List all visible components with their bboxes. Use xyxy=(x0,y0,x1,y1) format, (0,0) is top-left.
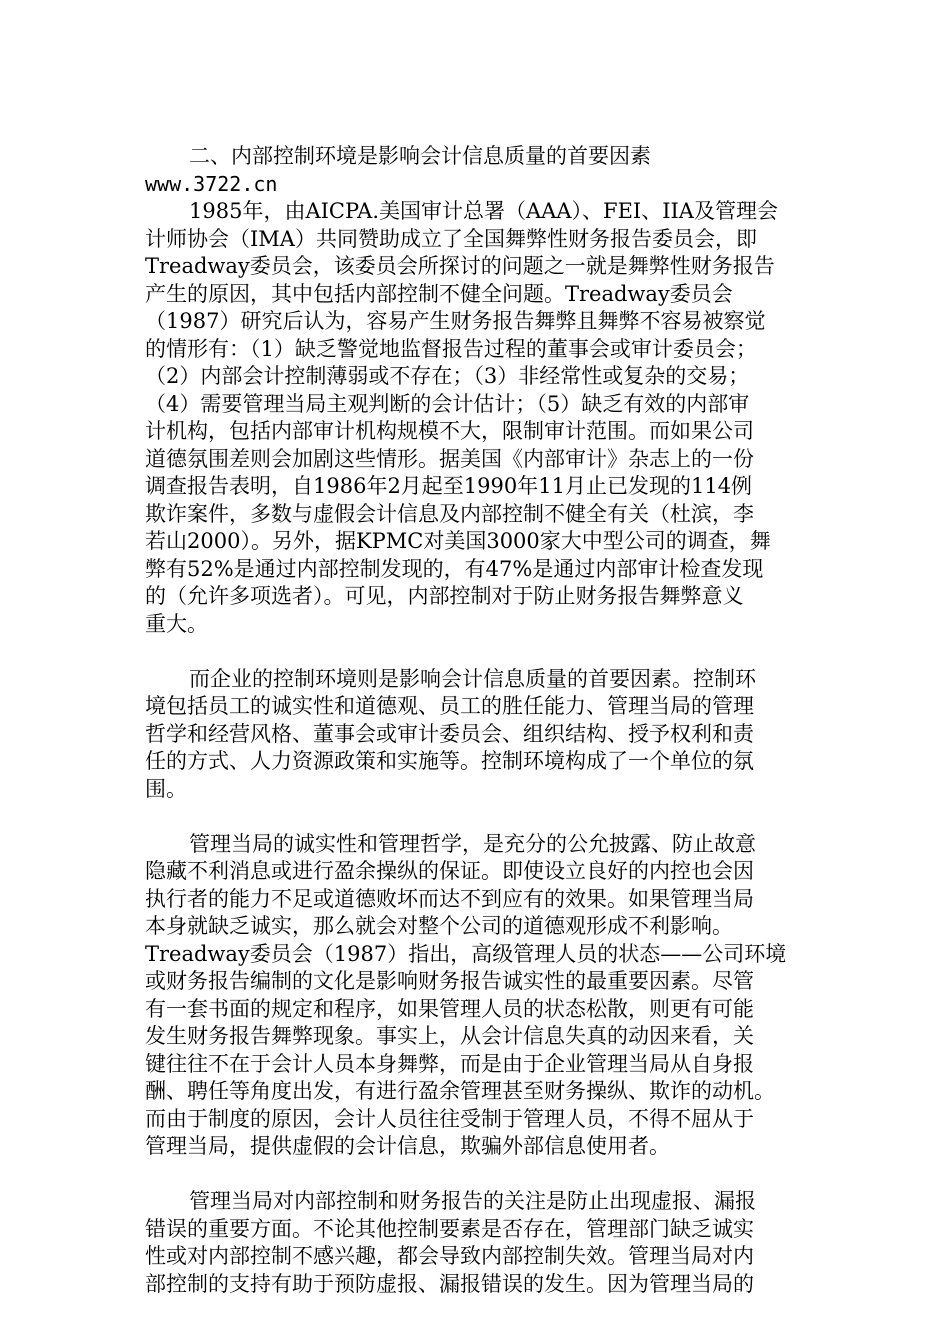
paragraph-line: 性或对内部控制不感兴趣，都会导致内部控制失效。管理当局对内 xyxy=(145,1244,754,1268)
paragraph-line: 产生的原因，其中包括内部控制不健全问题。Treadway委员会 xyxy=(145,281,733,306)
document-page xyxy=(145,143,815,1298)
paragraph-line: 而企业的控制环境则是影响会计信息质量的首要因素。控制环 xyxy=(189,666,756,691)
paragraph-line: （4）需要管理当局主观判断的会计估计；（5）缺乏有效的内部审 xyxy=(145,391,750,416)
paragraph-line: 发生财务报告舞弊现象。事实上，从会计信息失真的动因来看，关 xyxy=(145,1024,754,1048)
paragraph-line: 围。 xyxy=(145,776,187,801)
paragraph-1 xyxy=(145,198,815,638)
paragraph-line: 部控制的支持有助于预防虚报、漏报错误的发生。因为管理当局的 xyxy=(145,1271,754,1296)
paragraph-line: 若山2000）。另外，据KPMC对美国3000家大中型公司的调查，舞 xyxy=(145,529,771,553)
paragraph-line: 欺诈案件，多数与虚假会计信息及内部控制不健全有关（杜滨，李 xyxy=(145,501,754,526)
paragraph-2 xyxy=(145,666,815,804)
paragraph-line: 计机构，包括内部审计机构规模不大，限制审计范围。而如果公司 xyxy=(145,419,754,443)
paragraph-line: 境包括员工的诚实性和道德观、员工的胜任能力、管理当局的管理 xyxy=(145,694,754,718)
paragraph-line: 而由于制度的原因，会计人员往往受制于管理人员，不得不屈从于 xyxy=(145,1106,754,1131)
paragraph-line: Treadway委员会（1987）指出，高级管理人员的状态——公司环境 xyxy=(145,941,787,966)
paragraph-line: 管理当局对内部控制和财务报告的关注是防止出现虚报、漏报 xyxy=(189,1189,756,1213)
paragraph-line: 错误的重要方面。不论其他控制要素是否存在，管理部门缺乏诚实 xyxy=(145,1216,754,1241)
paragraph-line: 管理当局，提供虚假的会计信息，欺骗外部信息使用者。 xyxy=(145,1134,670,1158)
paragraph-line: 执行者的能力不足或道德败坏而达不到应有的效果。如果管理当局 xyxy=(145,886,754,911)
paragraph-3 xyxy=(145,831,815,1161)
section-heading: 二、内部控制环境是影响会计信息质量的首要因素 xyxy=(189,144,651,168)
paragraph-line: 酬、聘任等角度出发，有进行盈余管理甚至财务操纵、欺诈的动机。 xyxy=(145,1079,775,1103)
paragraph-gap xyxy=(145,803,815,831)
paragraph-line: 弊有52%是通过内部控制发现的，有47%是通过内部审计检查发现 xyxy=(145,556,764,581)
paragraph-line: 任的方式、人力资源政策和实施等。控制环境构成了一个单位的氛 xyxy=(145,749,754,773)
paragraph-line: 1985年，由AICPA.美国审计总署（AAA）、FEI、IIA及管理会 xyxy=(189,199,778,223)
paragraph-line: 调查报告表明，自1986年2月起至1990年11月止已发现的114例 xyxy=(145,474,753,498)
paragraph-line: 管理当局的诚实性和管理哲学，是充分的公允披露、防止故意 xyxy=(189,831,756,856)
paragraph-line: 隐藏不利消息或进行盈余操纵的保证。即使设立良好的内控也会因 xyxy=(145,859,754,883)
paragraph-line: （2）内部会计控制薄弱或不存在；（3）非经常性或复杂的交易； xyxy=(145,364,750,388)
paragraph-line: 的（允许多项选者）。可见，内部控制对于防止财务报告舞弊意义 xyxy=(145,584,744,608)
paragraph-line: （1987）研究后认为，容易产生财务报告舞弊且舞弊不容易被察觉 xyxy=(145,309,766,333)
paragraph-line: 计师协会（IMA）共同赞助成立了全国舞弊性财务报告委员会，即 xyxy=(145,226,757,251)
paragraph-line: 道德氛围差则会加剧这些情形。据美国《内部审计》杂志上的一份 xyxy=(145,446,754,471)
source-url: www.3722.cn xyxy=(145,171,278,196)
paragraph-line: 的情形有：（1）缺乏警觉地监督报告过程的董事会或审计委员会； xyxy=(145,336,757,361)
paragraph-4 xyxy=(145,1188,815,1298)
paragraph-gap xyxy=(145,638,815,666)
paragraph-line: Treadway委员会，该委员会所探讨的问题之一就是舞弊性财务报告 xyxy=(145,254,775,278)
paragraph-line: 本身就缺乏诚实，那么就会对整个公司的道德观形成不利影响。 xyxy=(145,914,733,938)
paragraph-line: 哲学和经营风格、董事会或审计委员会、组织结构、授予权利和责 xyxy=(145,721,754,746)
paragraph-line: 重大。 xyxy=(145,611,208,636)
paragraph-gap xyxy=(145,1161,815,1189)
paragraph-line: 或财务报告编制的文化是影响财务报告诚实性的最重要因素。尽管 xyxy=(145,969,754,993)
paragraph-line: 有一套书面的规定和程序，如果管理人员的状态松散，则更有可能 xyxy=(145,996,754,1021)
paragraph-line: 键往往不在于会计人员本身舞弊，而是由于企业管理当局从自身报 xyxy=(145,1051,754,1076)
